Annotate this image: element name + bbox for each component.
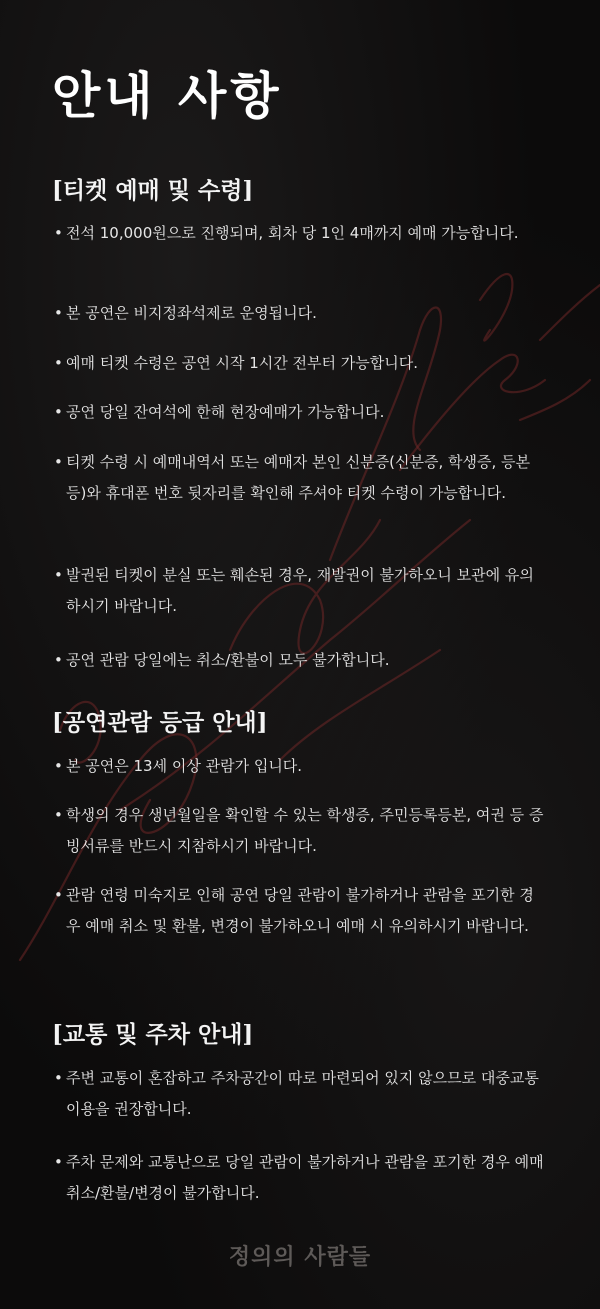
list-item: • 전석 10,000원으로 진행되며, 회차 당 1인 4매까지 예매 가능합니다. xyxy=(54,218,544,249)
list-item: • 공연 관람 당일에는 취소/환불이 모두 불가합니다. xyxy=(54,645,544,676)
list-item: • 예매 티켓 수령은 공연 시작 1시간 전부터 가능합니다. xyxy=(54,348,544,379)
bullet-icon: • xyxy=(54,453,63,471)
list-item: • 본 공연은 13세 이상 관람가 입니다. xyxy=(54,751,544,782)
list-item: • 티켓 수령 시 예매내역서 또는 예매자 본인 신분증(신분증, 학생증, 등본 등)와 휴대폰 번호 뒷자리를 확인해 주셔야 티켓 수령이 가능합니다. xyxy=(54,447,544,509)
list-item: • 공연 당일 잔여석에 한해 현장예매가 가능합니다. xyxy=(54,397,544,428)
bullet-icon: • xyxy=(54,1153,63,1171)
bullet-icon: • xyxy=(54,806,63,824)
bullet-icon: • xyxy=(54,757,63,775)
bullet-icon: • xyxy=(54,403,63,421)
page-title: 안내 사항 xyxy=(52,66,283,125)
list-item: • 학생의 경우 생년월일을 확인할 수 있는 학생증, 주민등록등본, 여권 등 증빙서류를 반드시 지참하시기 바랍니다. xyxy=(54,800,544,862)
section-heading-ticket: [티켓 예매 및 수령] xyxy=(52,177,254,204)
list-item: • 발권된 티켓이 분실 또는 훼손된 경우, 재발권이 불가하오니 보관에 유의하시기 바랍니다. xyxy=(54,560,544,622)
bullet-icon: • xyxy=(54,566,63,584)
bullet-icon: • xyxy=(54,304,63,322)
bullet-icon: • xyxy=(54,354,63,372)
list-item: • 주변 교통이 혼잡하고 주차공간이 따로 마련되어 있지 않으므로 대중교통 이용을 권장합니다. xyxy=(54,1063,544,1125)
section-heading-rating: [공연관람 등급 안내] xyxy=(52,709,268,736)
section-heading-traffic: [교통 및 주차 안내] xyxy=(52,1021,254,1048)
list-item: • 관람 연령 미숙지로 인해 공연 당일 관람이 불가하거나 관람을 포기한 경우 예매 취소 및 환불, 변경이 불가하오니 예매 시 유의하시기 바랍니다. xyxy=(54,880,544,942)
list-item: • 본 공연은 비지정좌석제로 운영됩니다. xyxy=(54,298,544,329)
bullet-icon: • xyxy=(54,1069,63,1087)
list-item: • 주차 문제와 교통난으로 당일 관람이 불가하거나 관람을 포기한 경우 예매 취소/환불/변경이 불가합니다. xyxy=(54,1147,544,1209)
bullet-icon: • xyxy=(54,886,63,904)
footer-logo: 정의의 사람들 xyxy=(228,1244,372,1270)
bullet-icon: • xyxy=(54,651,63,669)
bullet-icon: • xyxy=(54,224,63,242)
